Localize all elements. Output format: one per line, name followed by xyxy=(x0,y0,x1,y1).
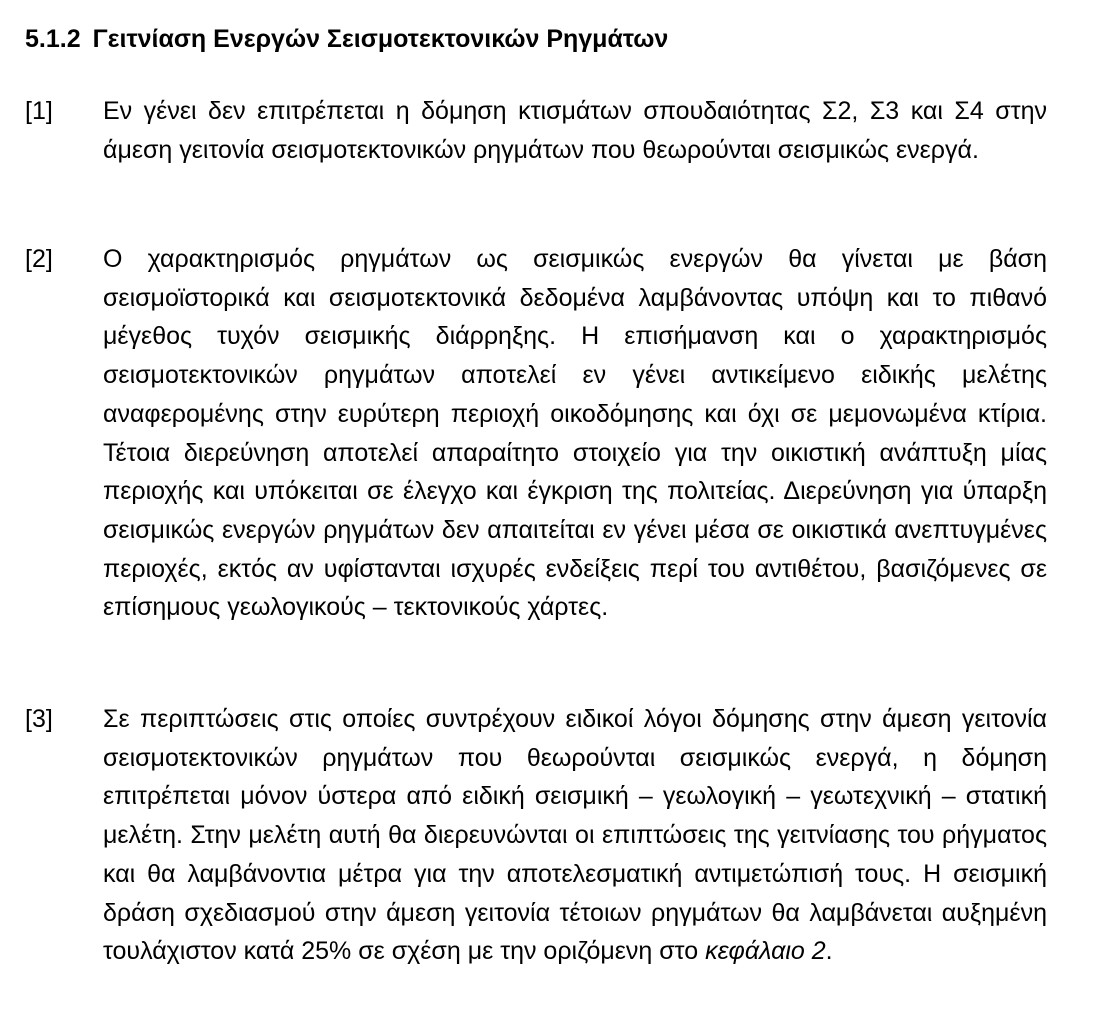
paragraph-marker: [1] xyxy=(25,97,53,125)
paragraph-end: . xyxy=(825,937,833,966)
paragraph-text xyxy=(103,700,1047,971)
chapter-reference: κεφάλαιο 2 xyxy=(705,937,826,966)
paragraph-text: Ο χαρακτηρισμός ρηγμάτων ως σεισμικώς ενεργών θα γίνεται με βάση σεισμοϊστορικά και σεισμοτεκτονικά δεδομένα λαμβάνοντας υπόψη και το πιθανό μέγεθος τυχόν σεισμικής διάρρηξης. Η επισήμανση και ο χαρακτηρισμός σεισμοτεκτονικών ρηγμάτων αποτελεί εν γένει αντικείμενο ειδικής μελέτης αναφερομένης στην ευρύτερη περιοχή οικοδόμησης και όχι σε μεμονωμένα κτίρια. Τέτοια διερεύνηση αποτελεί απαραίτητο στοιχείο για την οικιστική ανάπτυξη μίας περιοχής και υπόκειται σε έλεγχο και έγκριση της πολιτείας. Διερεύνηση για ύπαρξη σεισμικώς ενεργών ρηγμάτων δεν απαιτείται εν γένει μέσα σε οικιστικά ανεπτυγμένες περιοχές, εκτός αν υφίστανται ισχυρές ενδείξεις περί του αντιθέτου, βασιζόμενες σε επίσημους γεωλογικούς – τεκτονικούς χάρτες. xyxy=(103,245,1047,622)
section-number: 5.1.2 xyxy=(25,25,81,53)
section-heading xyxy=(25,20,668,58)
paragraph-text: Εν γένει δεν επιτρέπεται η δόμηση κτισμάτων σπουδαιότητας Σ2, Σ3 και Σ4 στην άμεση γειτονία σεισμοτεκτονικών ρηγμάτων που θεωρούνται σεισμικώς ενεργά. xyxy=(103,97,1047,164)
paragraph-marker: [3] xyxy=(25,705,53,733)
section-title: Γειτνίαση Ενεργών Σεισμοτεκτονικών Ρηγμάτων xyxy=(92,25,669,53)
paragraph-marker: [2] xyxy=(25,245,53,273)
paragraph-body: Σε περιπτώσεις στις οποίες συντρέχουν ειδικοί λόγοι δόμησης στην άμεση γειτονία σεισμοτεκτονικών ρηγμάτων που θεωρούνται σεισμικώς ενεργά, η δόμηση επιτρέπεται μόνον ύστερα από ειδική σεισμική – γεωλογική – γεωτεχνική – στατική μελέτη. Στην μελέτη αυτή θα διερευνώνται οι επιπτώσεις της γειτνίασης του ρήγματος και θα λαμβάνοντια μέτρα για την αποτελεσματική αντιμετώπισή τους. Η σεισμική δράση σχεδιασμού στην άμεση γειτονία τέτοιων ρηγμάτων θα λαμβάνεται αυξημένη τουλάχιστον κατά 25% σε σχέση με την οριζόμενη στο xyxy=(103,705,1047,966)
